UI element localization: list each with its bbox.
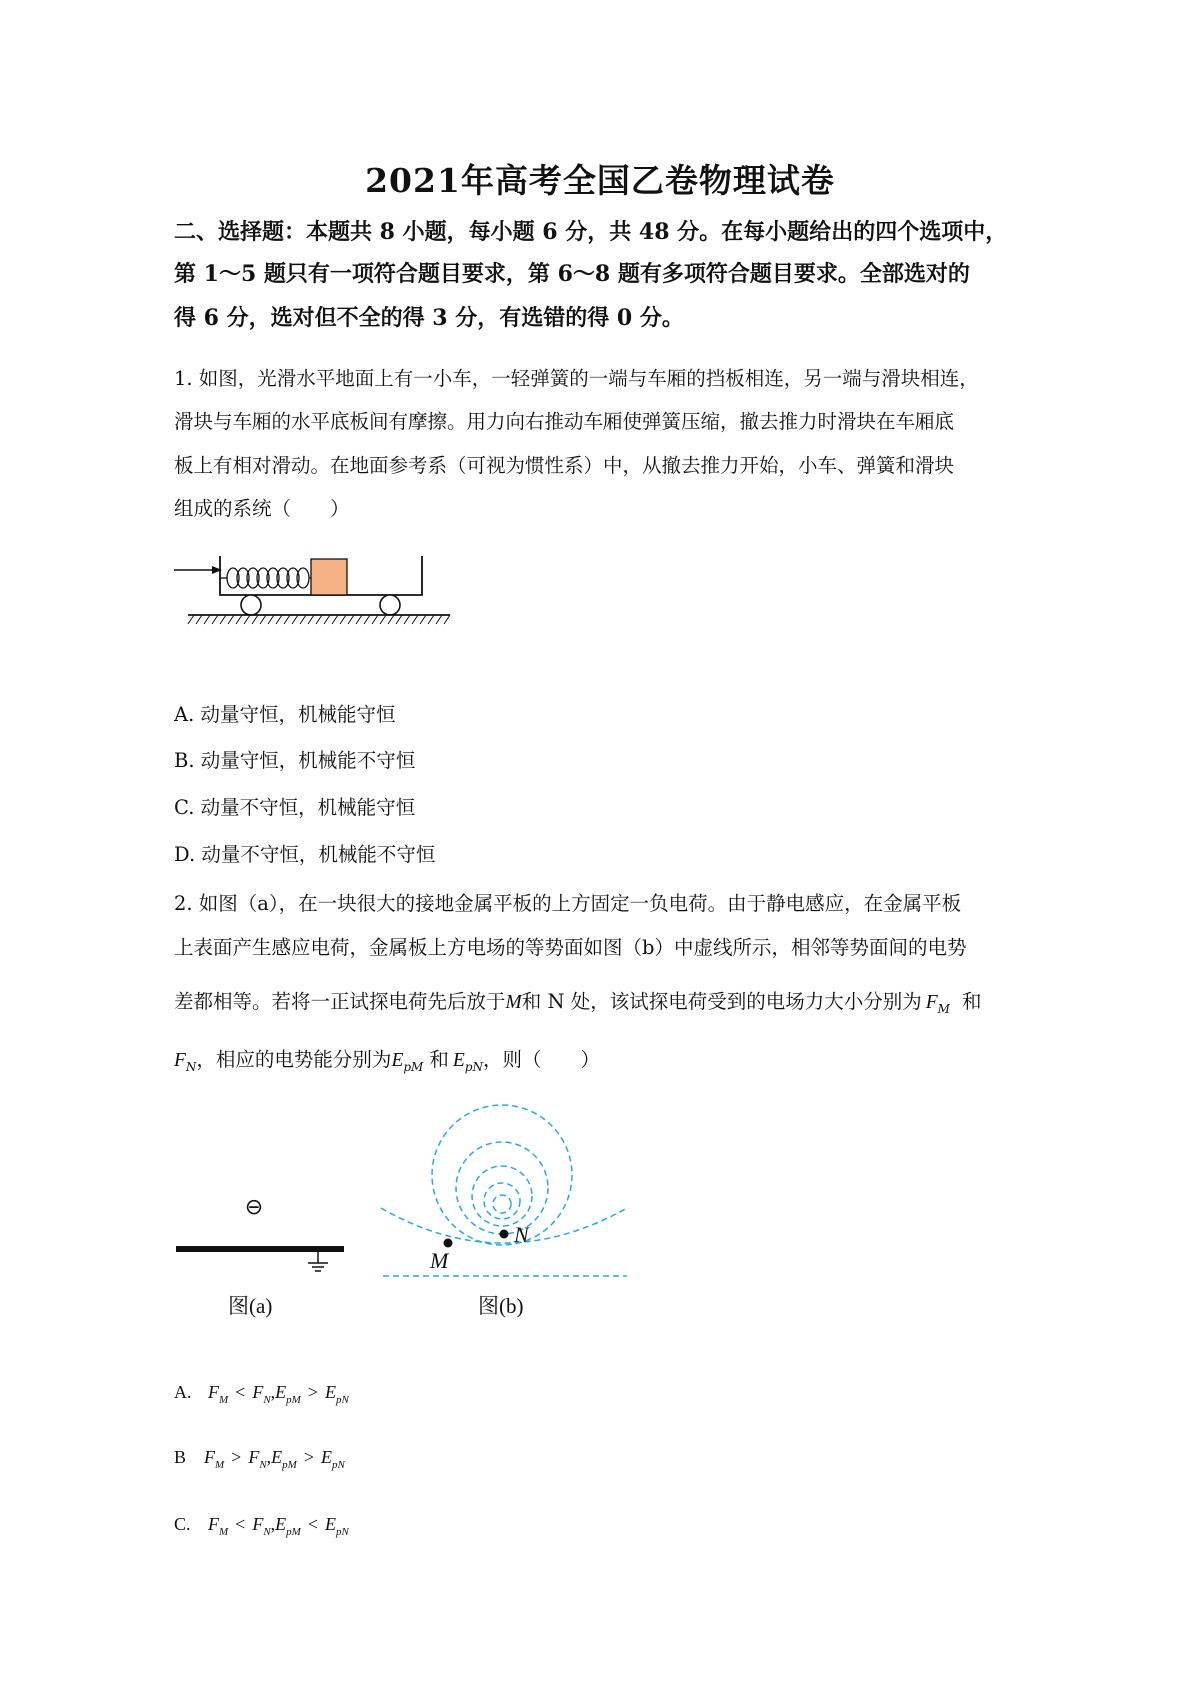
figure-b-caption: 图(b)	[478, 1294, 524, 1318]
opt-a-e2s: pN	[336, 1394, 349, 1406]
wheel-right	[380, 595, 400, 615]
ground-hatching	[188, 615, 450, 624]
q2-text-line-1: 2. 如图（a），在一块很大的接地金属平板的上方固定一负电荷。由于静电感应，在金属平板	[174, 892, 962, 915]
opt-c-op1: <	[235, 1514, 246, 1534]
opt-a-f2: F	[252, 1382, 264, 1402]
q1-text-line-4: 组成的系统（ ）	[174, 497, 350, 520]
point-M-marker	[444, 1239, 453, 1248]
q2-option-c-label: C.	[174, 1514, 191, 1534]
equipotential-lines	[381, 1105, 627, 1276]
wheel-left	[241, 595, 261, 615]
q1-text-line-1: 1. 如图，光滑水平地面上有一小车，一轻弹簧的一端与车厢的挡板相连，另一端与滑块相连，	[174, 367, 979, 390]
page-title: 2021年高考全国乙卷物理试卷	[365, 161, 835, 200]
opt-c-op2: <	[307, 1514, 318, 1534]
q2-option-b-label: B	[174, 1447, 187, 1467]
section-instructions-line-1: 二、选择题：本题共 8 小题，每小题 6 分，共 48 分。在每小题给出的四个选项中，	[174, 219, 1008, 245]
q2-symbol-F-sub: M	[937, 1002, 950, 1016]
opt-b-op1: >	[231, 1447, 242, 1467]
q1-text-line-3: 板上有相对滑动。在地面参考系（可视为惯性系）中，从撤去推力开始，小车、弹簧和滑块	[174, 454, 955, 477]
q2-text-line-4	[174, 1044, 600, 1074]
q2-text-line-2: 上表面产生感应电荷，金属板上方电场的等势面如图（b）中虚线所示，相邻等势面间的电势	[174, 936, 967, 959]
point-N-label: N	[514, 1222, 529, 1247]
q1-text-line-2: 滑块与车厢的水平底板间有摩擦。用力向右推动车厢使弹簧压缩，撤去推力时滑块在车厢底	[174, 410, 955, 433]
q1-option-b: B. 动量守恒，机械能不守恒	[174, 749, 416, 772]
opt-b-e1: E	[271, 1447, 283, 1467]
q2-option-b: B $F_M > F_N,E_{pM} > E_{pN}$	[174, 1447, 345, 1471]
opt-b-e1s: pM	[282, 1459, 297, 1471]
figure-a	[170, 1190, 350, 1280]
opt-b-f2s: N	[259, 1459, 267, 1471]
q2-symbol-E2: E	[452, 1050, 465, 1071]
opt-c-f2: F	[252, 1514, 264, 1534]
q2-line4-text-c: ，则（ ）	[482, 1048, 600, 1071]
opt-c-e2s: pN	[336, 1526, 349, 1538]
opt-a-e2: E	[325, 1382, 336, 1402]
sliding-block	[311, 559, 347, 595]
opt-b-f2: F	[248, 1447, 260, 1467]
q2-symbol-F2: F	[174, 1050, 186, 1071]
q2-line3-text-b: 和 N 处，该试探电荷受到的电场力大小分别为	[521, 990, 922, 1013]
opt-b-f1: F	[204, 1447, 215, 1467]
q2-text-line-3	[174, 986, 981, 1016]
q2-symbol-F: F	[925, 992, 938, 1013]
q1-option-a: A. 动量守恒，机械能守恒	[174, 703, 396, 726]
q2-symbol-E1: E	[391, 1050, 404, 1071]
figure-b-equipotential	[375, 1100, 640, 1285]
cart-spring-figure	[170, 548, 460, 630]
spring	[220, 568, 311, 588]
metal-plate	[176, 1246, 344, 1252]
q2-option-c: C. $F_M < F_N,E_{pM} < E_{pN}$	[174, 1514, 349, 1538]
q2-line4-text-b: 和	[429, 1048, 449, 1071]
q2-option-a: A. $F_M < F_N,E_{pM} > E_{pN}$	[174, 1382, 349, 1406]
negative-charge-icon: ⊖	[244, 1195, 264, 1220]
opt-c-e1s: pM	[286, 1526, 301, 1538]
opt-c-f2s: N	[263, 1526, 271, 1538]
point-M-label: M	[430, 1248, 449, 1273]
opt-a-op1: <	[235, 1382, 246, 1402]
figure-a-caption: 图(a)	[228, 1294, 273, 1318]
opt-a-e1s: pM	[286, 1394, 301, 1406]
opt-c-e1: E	[275, 1514, 287, 1534]
section-instructions-line-3: 得 6 分，选对但不全的得 3 分，有选错的得 0 分。	[174, 305, 684, 331]
q2-symbol-E2-sub: pN	[464, 1060, 483, 1074]
q1-option-c: C. 动量不守恒，机械能守恒	[174, 796, 416, 819]
q2-symbol-E1-sub: pM	[403, 1060, 424, 1074]
opt-a-f1: F	[208, 1382, 219, 1402]
opt-b-e2: E	[321, 1447, 332, 1467]
opt-c-e2: E	[325, 1514, 336, 1534]
point-N-marker	[500, 1230, 509, 1239]
q2-line4-text-a: ，相应的电势能分别为	[196, 1048, 392, 1071]
q1-option-d: D. 动量不守恒，机械能不守恒	[174, 843, 436, 866]
opt-c-f1: F	[208, 1514, 219, 1534]
opt-a-op2: >	[307, 1382, 318, 1402]
opt-c-f1s: M	[219, 1526, 229, 1538]
q2-symbol-F2-sub: N	[185, 1060, 197, 1074]
opt-a-f2s: N	[263, 1394, 271, 1406]
q2-option-a-label: A.	[174, 1382, 192, 1402]
q2-symbol-M: M	[505, 992, 522, 1013]
opt-b-op2: >	[303, 1447, 314, 1467]
opt-a-e1: E	[275, 1382, 287, 1402]
q2-line3-text-c: 和	[961, 990, 982, 1013]
q2-line3-text-a: 差都相等。若将一正试探电荷先后放于	[174, 990, 506, 1013]
opt-b-f1s: M	[215, 1459, 225, 1471]
opt-b-e2s: pN	[332, 1459, 345, 1471]
opt-a-f1s: M	[219, 1394, 229, 1406]
section-instructions-line-2: 第 1～5 题只有一项符合题目要求，第 6～8 题有多项符合题目要求。全部选对的	[174, 261, 970, 287]
